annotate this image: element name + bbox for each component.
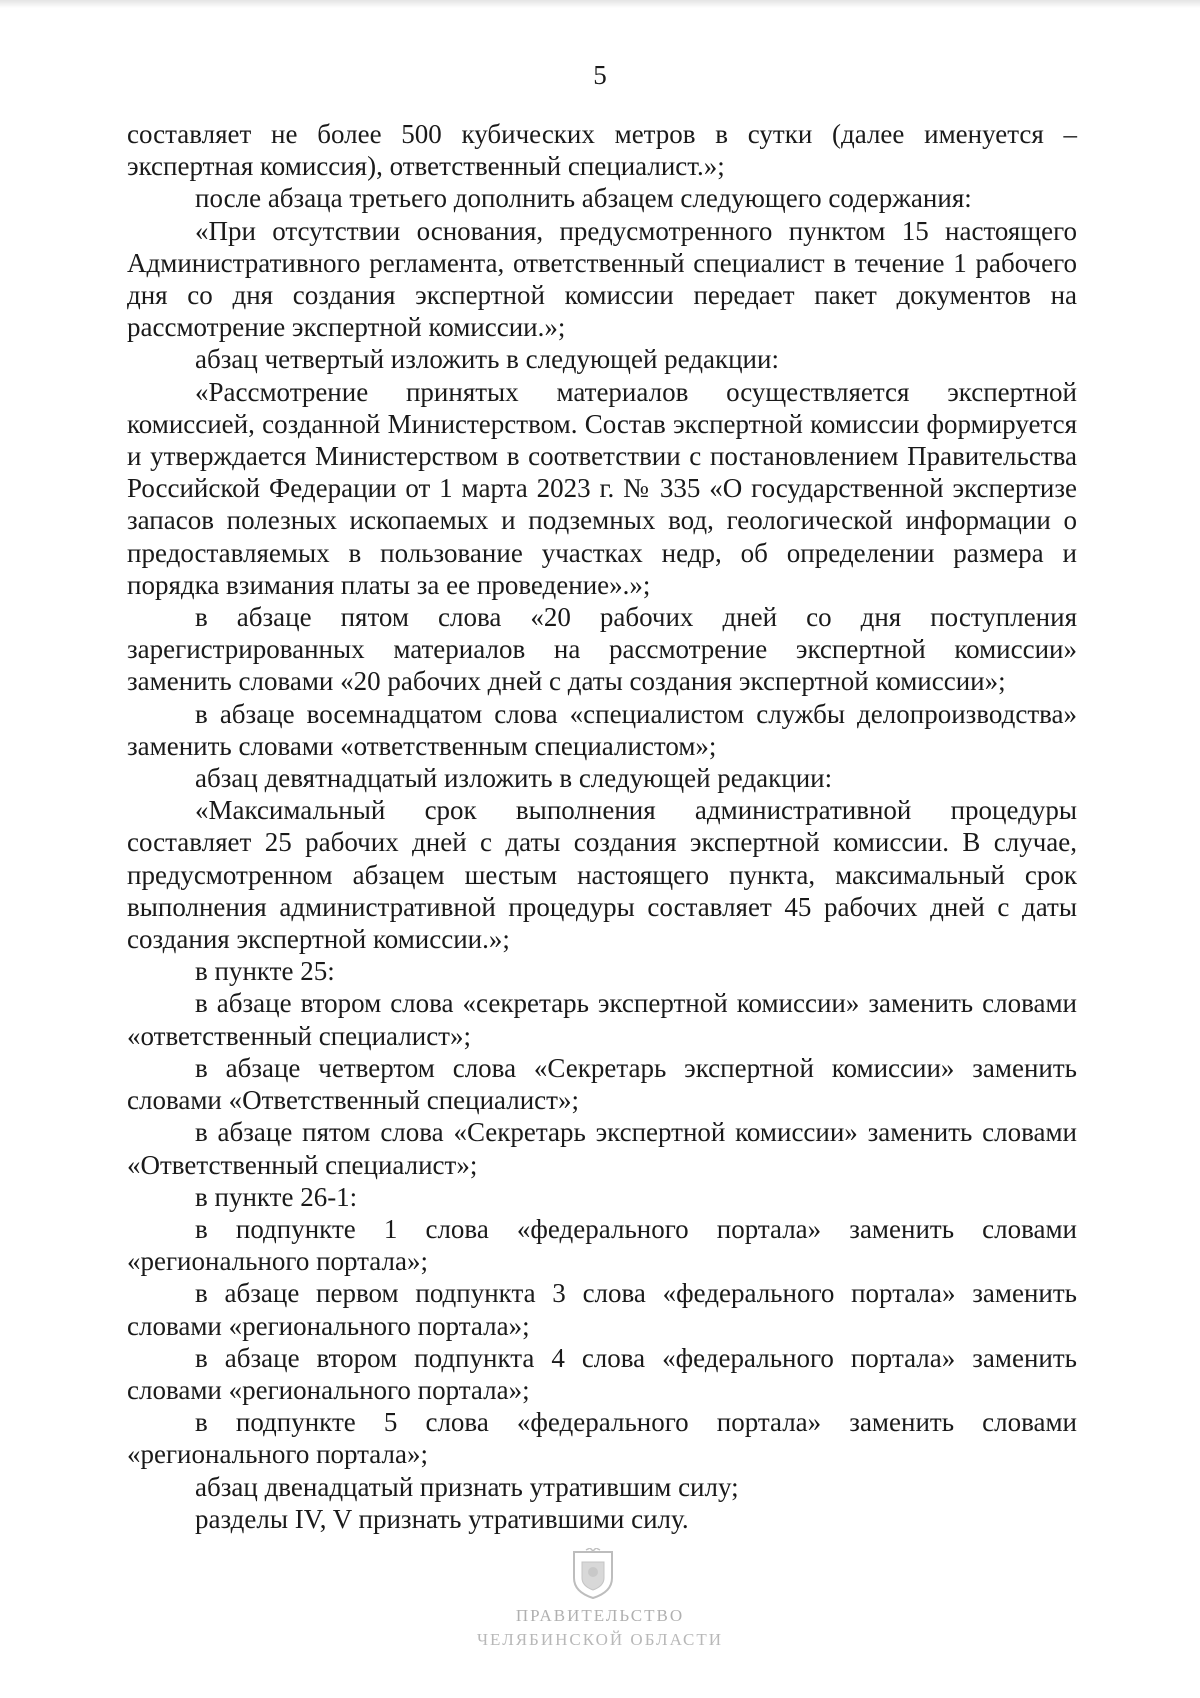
- paragraph: в пункте 25:: [195, 956, 335, 987]
- paragraph: «Максимальный срок выполнения административной процедуры составляет 25 рабочих дней с даты создания экспертной комиссии. В случае, предусмотренном абзацем шестым настоящего пункта, максимальный срок выполнения административной процедуры составляет 45 рабочих дней с даты создания экспертной комиссии.»;: [127, 795, 1077, 955]
- paragraph: в абзаце восемнадцатом слова «специалистом службы делопроизводства» заменить словами «ответственным специалистом»;: [127, 698, 1077, 761]
- document-body: [127, 118, 1077, 1535]
- paragraph: в абзаце втором подпункта 4 слова «федерального портала» заменить словами «регионального портала»;: [127, 1342, 1077, 1405]
- paragraph: в подпункте 1 слова «федерального портала» заменить словами «регионального портала»;: [127, 1213, 1077, 1277]
- paragraph: в подпункте 5 слова «федерального портала» заменить словами «регионального портала»;: [127, 1407, 1077, 1470]
- paragraph: в абзаце пятом слова «20 рабочих дней со дня поступления зарегистрированных материалов на рассмотрение экспертной комиссии» заменить словами «20 рабочих дней с даты создания экспертной комиссии»;: [127, 602, 1077, 697]
- paragraph: после абзаца третьего дополнить абзацем следующего содержания:: [195, 183, 972, 214]
- paragraph: абзац двенадцатый признать утратившим силу;: [195, 1471, 739, 1502]
- paragraph: составляет не более 500 кубических метров в сутки (далее именуется – экспертная комиссия), ответственный специалист.»;: [127, 119, 1077, 182]
- coat-of-arms-icon: [570, 1548, 616, 1600]
- watermark-line-2: ЧЕЛЯБИНСКОЙ ОБЛАСТИ: [476, 1630, 724, 1649]
- page-number: 5: [593, 60, 607, 90]
- paragraph: в абзаце четвертом слова «Секретарь экспертной комиссии» заменить словами «Ответственный специалист»;: [127, 1052, 1077, 1116]
- paragraph: «Рассмотрение принятых материалов осуществляется экспертной комиссией, созданной Министерством. Состав экспертной комиссии формируется и утверждается Министерством в соответствии с постановлением Правительства Российской Федерации от 1 марта 2023 г. № 335 «О государственной экспертизе запасов полезных ископаемых и подземных вод, геологической информации о предоставляемых в пользование участках недр, об определении размера и порядка взимания платы за ее проведение».»;: [127, 376, 1077, 600]
- paragraph: разделы IV, V признать утратившими силу.: [195, 1503, 689, 1534]
- paragraph: в абзаце пятом слова «Секретарь экспертной комиссии» заменить словами «Ответственный специалист»;: [127, 1117, 1077, 1180]
- paragraph: «При отсутствии основания, предусмотренного пунктом 15 настоящего Административного регламента, ответственный специалист в течение 1 рабочего дня со дня создания экспертной комиссии передает пакет документов на рассмотрение экспертной комиссии.»;: [127, 215, 1077, 343]
- paragraph: в абзаце втором слова «секретарь экспертной комиссии» заменить словами «ответственный специалист»;: [127, 988, 1077, 1051]
- paragraph: в пункте 26-1:: [195, 1181, 358, 1212]
- paragraph: абзац четвертый изложить в следующей редакции:: [195, 344, 779, 375]
- paragraph: в абзаце первом подпункта 3 слова «федерального портала» заменить словами «регионального портала»;: [127, 1278, 1077, 1341]
- watermark-line-1: ПРАВИТЕЛЬСТВО: [515, 1606, 685, 1625]
- paragraph: абзац девятнадцатый изложить в следующей редакции:: [195, 763, 833, 794]
- scan-edge: [0, 0, 1200, 8]
